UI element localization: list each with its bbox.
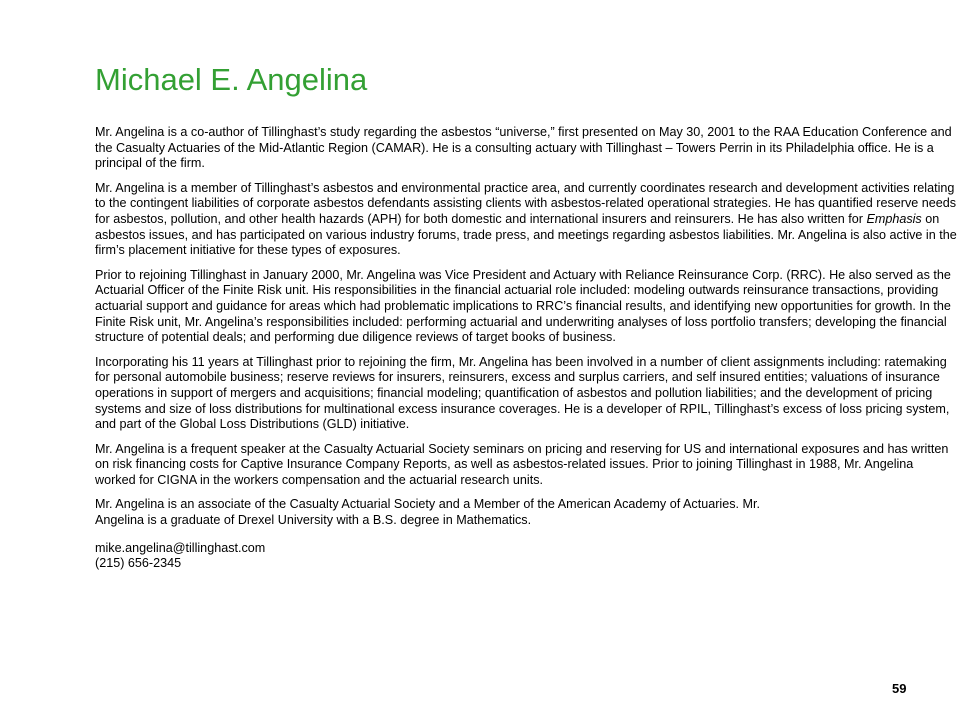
bio-content	[95, 125, 957, 572]
bio-paragraph-3: Prior to rejoining Tillinghast in January 2000, Mr. Angelina was Vice President and Actuary with Reliance Reinsurance Corp. (RRC). He also served as the Actuarial Officer of the Finite Risk unit. His responsibilities in the financial actuarial role included: modeling outwards reinsurance transactions, providing actuarial support and guidance for areas which had problematic implications to RRC’s financial results, and identifying new opportunities for growth. In the Finite Risk unit, Mr. Angelina’s responsibilities included: performing actuarial and underwriting analyses of loss portfolio transfers; developing the financial structure of potential deals; and performing due diligence reviews of target books of business.	[95, 267, 951, 345]
emphasis-publication: Emphasis	[866, 211, 922, 226]
page-number: 59	[892, 681, 907, 696]
bio-paragraph-2	[95, 181, 957, 259]
contact-block	[95, 541, 957, 572]
page-title: Michael E. Angelina	[95, 62, 368, 97]
bio-paragraph-2-after: on asbestos issues, and has participated on various industry forums, trade press, and meetings regarding asbestos liabilities. Mr. Angelina is also active in the firm’s placement initiative for these types of exposures.	[95, 211, 957, 258]
top-band	[0, 0, 960, 12]
bio-paragraph-6: Mr. Angelina is an associate of the Casualty Actuarial Society and a Member of the American Academy of Actuaries. Mr. Angelina is a graduate of Drexel University with a B.S. degree in Mathematics.	[95, 497, 761, 528]
contact-email[interactable]: mike.angelina@tillinghast.com	[95, 540, 266, 555]
bio-paragraph-5: Mr. Angelina is a frequent speaker at the Casualty Actuarial Society seminars on pricing and reserving for US and international exposures and has written on risk financing costs for Captive Insurance Company Reports, as well as asbestos-related issues. Prior to joining Tillinghast in 1988, Mr. Angelina worked for CIGNA in the workers compensation and the actuarial research units.	[95, 441, 949, 487]
bio-paragraph-4: Incorporating his 11 years at Tillinghast prior to rejoining the firm, Mr. Angelina has been involved in a number of client assignments including: ratemaking for personal automobile business; reserve reviews for insurers, reinsurers, excess and surplus carriers, and self insured entities; valuations of insurance operations in support of mergers and acquisitions; financial modeling; quantification of asbestos and pollution liabilities; and the development of pricing systems and size of loss distributions for multinational excess insurance coverages. He is a developer of RPIL, Tillinghast’s excess of loss pricing system, and part of the Global Loss Distributions (GLD) initiative.	[95, 354, 950, 432]
contact-phone: (215) 656-2345	[95, 556, 182, 571]
bio-paragraph-1: Mr. Angelina is a co-author of Tillinghast’s study regarding the asbestos “universe,” first presented on May 30, 2001 to the RAA Education Conference and the Casualty Actuaries of the Mid-Atlantic Region (CAMAR). He is a consulting actuary with Tillinghast – Towers Perrin in its Philadelphia office. He is a principal of the firm.	[95, 125, 952, 171]
bio-paragraph-2-before: Mr. Angelina is a member of Tillinghast’s asbestos and environmental practice area, and currently coordinates research and development activities relating to the contingent liabilities of corporate asbestos defendants assisting clients with asbestos-related operational strategies. He has quantified reserve needs for asbestos, pollution, and other health hazards (APH) for both domestic and international insurers and reinsurers. He has also written for	[95, 180, 957, 226]
